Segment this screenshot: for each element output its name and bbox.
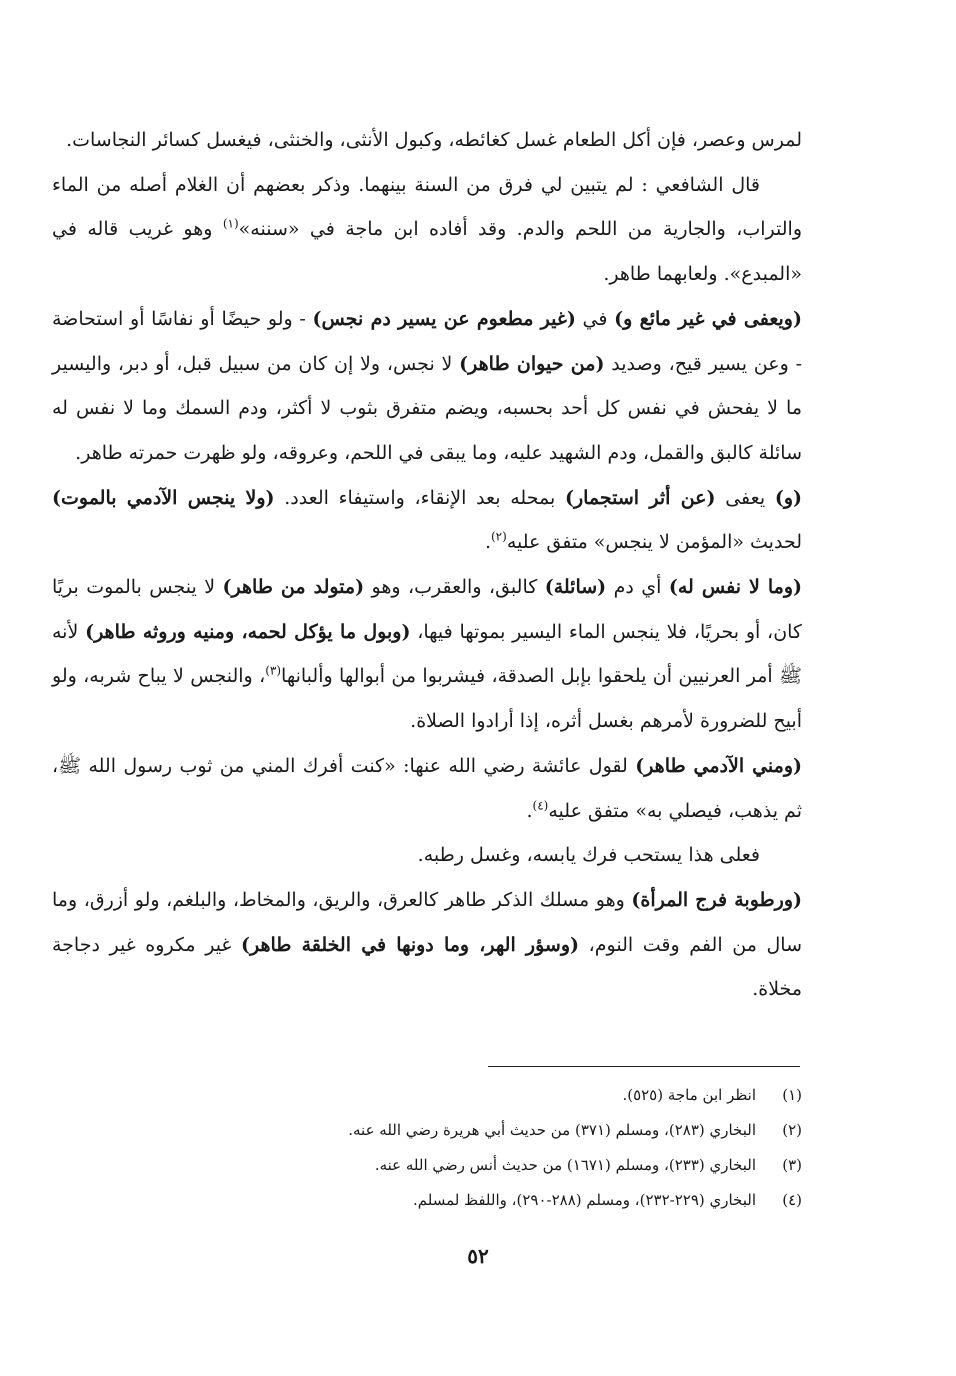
matn-quote: (من حيوان طاهر): [459, 352, 605, 375]
paragraph: [52, 744, 802, 833]
matn-quote: (وسؤر الهر، وما دونها في الخلقة طاهر): [240, 933, 580, 956]
text-run: لأنه ﷺ أمر العرنيين أن يلحقوا بإبل الصدقة، فيشربوا من أبوالها وألبانها: [52, 620, 803, 688]
text-run: وهو غريب قاله في «المبدع». ولعابهما طاهر.: [52, 218, 802, 286]
text-run: أي دم: [606, 576, 669, 599]
text-run: .: [526, 799, 533, 822]
footnote-text: البخاري (٢٨٣)، ومسلم (٣٧١) من حديث أبي هريرة رضي الله عنه.: [348, 1121, 756, 1139]
paragraph: [52, 118, 802, 163]
matn-quote: (ومني الآدمي طاهر): [635, 754, 802, 777]
footnote-text: البخاري (٢٣٣)، ومسلم (١٦٧١) من حديث أنس رضي الله عنه.: [374, 1156, 756, 1174]
paragraph: [52, 833, 802, 878]
matn-quote: (غير مطعوم عن يسير دم نجس): [312, 307, 576, 330]
footnote-number: (٢): [782, 1121, 802, 1139]
matn-quote: (وبول ما يؤكل لحمه، ومنيه وروثه طاهر): [85, 620, 411, 643]
text-run: يعفى: [715, 486, 775, 509]
matn-quote: (وما لا نفس له): [668, 576, 802, 599]
text-run: في: [575, 307, 615, 330]
main-text: [52, 118, 802, 1012]
text-run: كالبق، والعقرب، وهو: [364, 576, 545, 599]
text-run: ، والنجس لا يباح شربه، ولو أبيح للضرورة لأمرهم بغسل أثره، إذا أرادوا الصلاة.: [52, 665, 802, 733]
matn-quote: (و): [774, 486, 802, 509]
text-run: لمرس وعصر، فإن أكل الطعام غسل كغائطه، وكبول الأنثى، والخنثى، فيغسل كسائر النجاسات.: [66, 129, 802, 151]
footnote: [200, 1183, 802, 1218]
footnotes: [200, 1078, 802, 1218]
footnote-number: (١): [782, 1086, 802, 1104]
matn-quote: (عن أثر استجمار): [564, 486, 716, 509]
footnote-number: (٣): [782, 1156, 802, 1174]
footnote: [200, 1148, 802, 1183]
paragraph: [52, 565, 802, 744]
matn-quote: (ولا ينجس الآدمي بالموت): [52, 486, 275, 509]
text-run: غير مكروه غير دجاجة مخلاة.: [52, 933, 802, 1001]
footnote: [200, 1113, 802, 1148]
footnote-ref: (٢): [490, 530, 507, 544]
footnote-text: البخاري (٢٢٩-٢٣٢)، ومسلم (٢٨٨-٢٩٠)، واللفظ لمسلم.: [412, 1191, 756, 1209]
matn-quote: (ويعفى في غير مائع و): [614, 307, 802, 330]
text-run: لا ينجس بالموت بريًا كان، أو بحريًا، فلا ينجس الماء اليسير بموتها فيها،: [52, 576, 802, 643]
matn-quote: (متولد من طاهر): [222, 576, 365, 599]
text-run: لحديث «المؤمن لا ينجس» متفق عليه: [506, 531, 802, 554]
matn-quote: (سائلة): [544, 576, 607, 599]
text-run: قال الشافعي : لم يتبين لي فرق من السنة بينهما. وذكر بعضهم أن الغلام أصله من الماء والتراب، والجارية من اللحم والدم. وقد أفاده ابن ماجة في «سننه»: [52, 173, 802, 241]
footnote-separator: [488, 1066, 800, 1067]
text-run: وهو مسلك الذكر طاهر كالعرق، والريق، والمخاط، والبلغم، ولو أزرق، وما سال من الفم وقت النوم،: [52, 888, 802, 956]
text-run: لقول عائشة رضي الله عنها: «كنت أفرك المني من ثوب رسول الله ﷺ، ثم يذهب، فيصلي به» متفق عليه: [52, 754, 802, 822]
footnote-ref: (٣): [265, 664, 282, 679]
text-run: فعلى هذا يستحب فرك يابسه، وغسل رطبه.: [417, 844, 760, 867]
footnote-ref: (٤): [532, 798, 549, 813]
text-run: - ولو حيضًا أو نفاسًا أو استحاضة - وعن يسير قيح، وصديد: [52, 307, 802, 375]
matn-quote: (ورطوبة فرج المرأة): [631, 888, 802, 911]
footnote-number: (٤): [782, 1191, 802, 1209]
text-run: لا نجس، ولا إن كان من سبيل قبل، أو دبر، واليسير ما لا يفحش في نفس كل أحد بحسبه، ويضم متفرق بثوب لا أكثر، ودم السمك وما لا نفس له سائلة كالبق والقمل، ودم الشهيد عليه، وما يبقى في اللحم، وعروقه، ولو ظهرت حمرته طاهر.: [52, 352, 802, 464]
footnote-text: انظر ابن ماجة (٥٢٥).: [622, 1086, 756, 1104]
page-number: ٥٢: [467, 1244, 489, 1268]
text-run: بمحله بعد الإنقاء، واستيفاء العدد.: [274, 486, 565, 509]
paragraph: [52, 163, 802, 297]
paragraph: [52, 476, 802, 565]
footnote: [200, 1078, 802, 1113]
footnote-ref: (١): [222, 217, 239, 232]
paragraph: [52, 878, 802, 1012]
paragraph: [52, 297, 802, 476]
text-run: .: [484, 531, 491, 554]
